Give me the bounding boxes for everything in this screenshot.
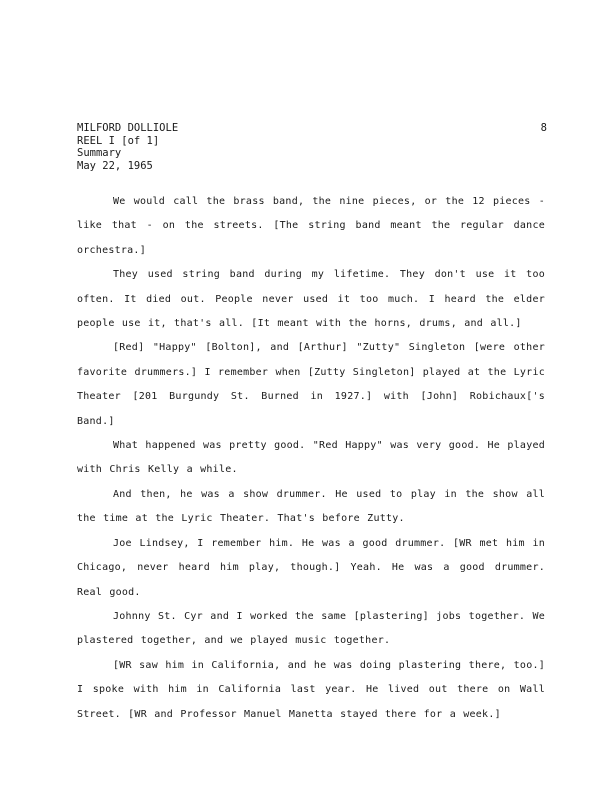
interview-date: May 22, 1965: [77, 159, 153, 172]
paragraph: And then, he was a show drummer. He used to play in the show all the time at the Lyric Theater. That's before Zutty.: [77, 488, 545, 525]
interviewee-name: MILFORD DOLLIOLE: [77, 122, 179, 134]
transcript-header: [77, 122, 547, 172]
paragraph: [WR saw him in California, and he was doing plastering there, too.] I spoke with him in California last year. He lived out there on Wall Street. [WR and Professor Manuel Manetta stayed there for a week.]: [77, 659, 545, 720]
document-type: Summary: [77, 147, 122, 160]
reel-info: REEL I [of 1]: [77, 134, 160, 147]
paragraph: Johnny St. Cyr and I worked the same [plastering] jobs together. We plastered together, and we played music together.: [77, 610, 545, 647]
paragraph: [Red] "Happy" [Bolton], and [Arthur] "Zutty" Singleton [were other favorite drummers.] I remember when [Zutty Singleton] played at the Lyric Theater [201 Burgundy St. Burned in 1927.] with [John] Robichaux['s Band.]: [77, 342, 545, 427]
paragraph: What happened was pretty good. "Red Happy" was very good. He played with Chris Kelly a while.: [77, 440, 545, 476]
paragraph: Joe Lindsey, I remember him. He was a good drummer. [WR met him in Chicago, never heard him play, though.] Yeah. He was a good drummer. Real good.: [77, 537, 545, 598]
paragraph: They used string band during my lifetime. They don't use it too often. It died out. People never used it too much. I heard the elder people use it, that's all. [It meant with the horns, drums, and all.]: [77, 269, 545, 330]
paragraph: We would call the brass band, the nine pieces, or the 12 pieces - like that - on the streets. [The string band meant the regular dance orchestra.]: [77, 196, 545, 256]
transcript-body: [77, 190, 545, 727]
page-number: 8: [540, 122, 547, 134]
